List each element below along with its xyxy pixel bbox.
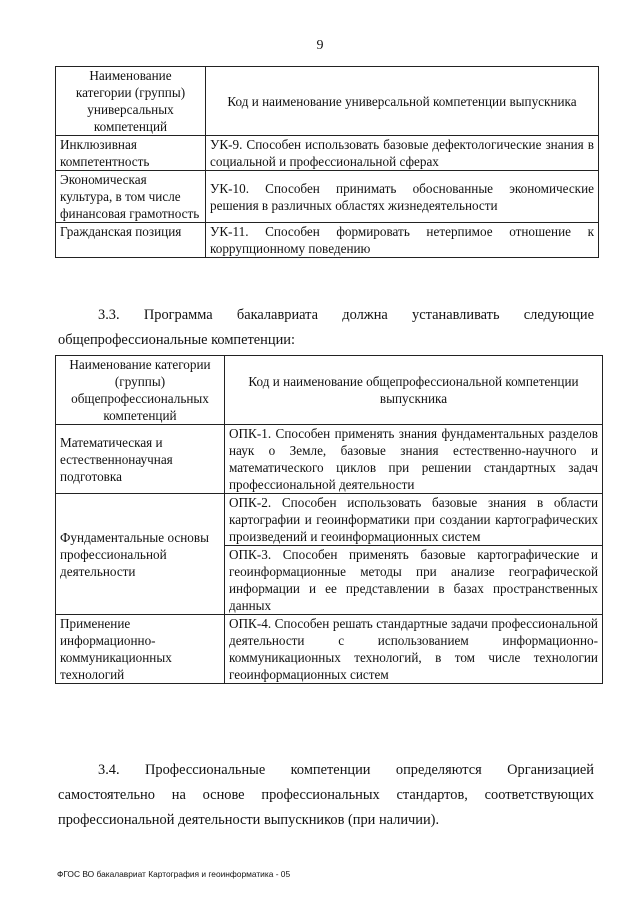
competence-cell: УК-10. Способен принимать обоснованные экономические решения в различных областях жизнедеятельности [206, 171, 599, 223]
category-cell: Математическая и естественнонаучная подготовка [56, 425, 225, 494]
page-number: 9 [316, 38, 324, 53]
category-cell: Экономическая культура, в том числе финансовая грамотность [56, 171, 206, 223]
competence-cell: УК-11. Способен формировать нетерпимое отношение к коррупционному поведению [206, 223, 599, 258]
header-competence: Код и наименование универсальной компетенции выпускника [206, 67, 599, 136]
table-row [56, 136, 599, 171]
table-row [56, 615, 603, 684]
competence-cell: ОПК-3. Способен применять базовые картографические и геоинформационные методы при анализе географической информации и ее представлении в базах пространственных данных [225, 546, 603, 615]
paragraph-text: Профессиональные компетенции определяются Организацией самостоятельно на основе профессиональных стандартов, соответствующих профессиональной деятельности выпускников (при наличии). [58, 762, 594, 828]
universal-competences-table [55, 66, 599, 258]
paragraph-3-3 [58, 303, 594, 353]
header-category: Наименование категории (группы) универсальных компетенций [56, 67, 206, 136]
competence-cell: ОПК-2. Способен использовать базовые знания в области картографии и геоинформатики при создании картографических произведений и геоинформационных систем [225, 494, 603, 546]
general-professional-competences-table [55, 355, 603, 684]
table-row [56, 171, 599, 223]
header-competence: Код и наименование общепрофессиональной компетенции выпускника [225, 356, 603, 425]
competence-cell: УК-9. Способен использовать базовые дефектологические знания в социальной и профессиональной сферах [206, 136, 599, 171]
paragraph-number: 3.3. [98, 307, 120, 323]
paragraph-3-4 [58, 758, 594, 833]
table-header-row [56, 356, 603, 425]
category-cell: Гражданская позиция [56, 223, 206, 258]
competence-cell: ОПК-4. Способен решать стандартные задачи профессиональной деятельности с использованием информационно-коммуникационных технологий, в том числе технологии геоинформационных систем [225, 615, 603, 684]
table-row [56, 425, 603, 494]
header-category: Наименование категории (группы) общепрофессиональных компетенций [56, 356, 225, 425]
category-cell: Применение информационно-коммуникационных технологий [56, 615, 225, 684]
paragraph-text: Программа бакалавриата должна устанавливать следующие общепрофессиональные компетенции: [58, 307, 594, 348]
table-row [56, 223, 599, 258]
footer: ФГОС ВО бакалавриат Картография и геоинформатика - 05 [57, 869, 291, 879]
category-cell: Фундаментальные основы профессиональной деятельности [56, 494, 225, 615]
table-row [56, 494, 603, 546]
table-header-row [56, 67, 599, 136]
competence-cell: ОПК-1. Способен применять знания фундаментальных разделов наук о Земле, базовые знания естественно-научного и математического циклов при решении стандартных задач профессиональной деятельности [225, 425, 603, 494]
paragraph-number: 3.4. [98, 762, 120, 778]
category-cell: Инклюзивная компетентность [56, 136, 206, 171]
